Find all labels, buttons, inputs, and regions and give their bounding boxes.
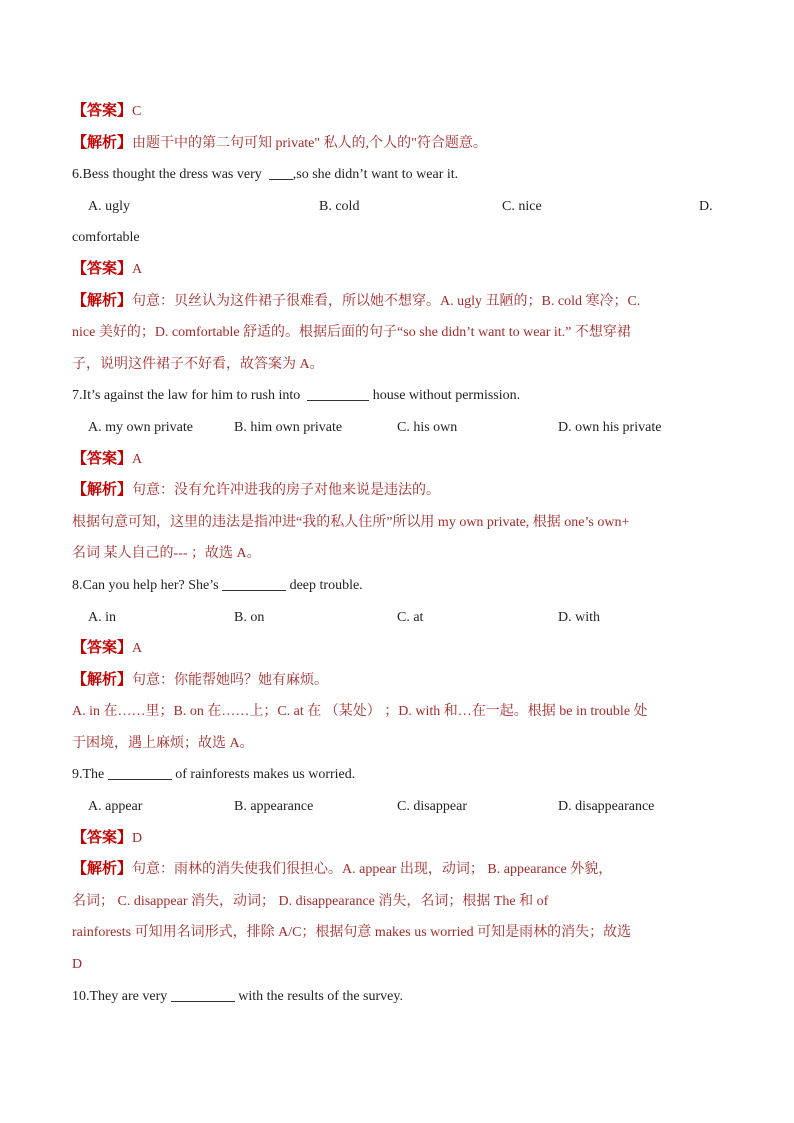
answer-blank [269,165,293,180]
analysis-tag: 【解析】 [72,134,133,151]
option-b: B. him own private [234,419,343,435]
answer-tag: 【答案】 [72,829,133,846]
analysis-line [72,854,717,886]
option-d: D. own his private [558,419,662,435]
answer-value: C [132,104,142,119]
option-a: A. in [88,609,116,625]
analysis-line [72,665,717,697]
analysis-text: 句意：没有允许冲进我的房子对他来说是违法的。 [132,483,441,499]
analysis-tag: 【解析】 [72,292,133,309]
analysis-text: D [72,957,83,973]
option-d: D. disappearance [558,799,655,815]
answer-line [72,444,717,476]
option-c: C. his own [397,419,458,435]
answer-line [72,254,717,286]
answer-value: D [132,830,143,846]
analysis-tag: 【解析】 [72,861,133,878]
analysis-text: 名词 某人自己的--- ；故选 A。 [72,546,261,562]
option-d-continued: comfortable [72,230,140,246]
answer-value: A [132,451,143,467]
analysis-text: 句意：贝丝认为这件裙子很难看，所以她不想穿。A. ugly 丑陋的；B. cold 寒冷；C. [132,293,641,309]
option-a: A. my own private [88,419,193,435]
analysis-line [72,475,717,507]
analysis-text: 名词； C. disappear 消失，动词； D. disappearance 消失，名词；根据 The 和 of [72,893,549,909]
answer-value: A [132,641,143,657]
answer-value: A [132,261,143,277]
analysis-text: 子，说明这件裙子不好看，故答案为 A。 [72,356,324,372]
analysis-text: rainforests 可知用名词形式，排除 A/C；根据句意 makes us worried 可知是雨林的消失；故选 [72,925,632,941]
analysis-line [72,286,717,318]
answer-tag: 【答案】 [72,450,133,467]
analysis-text: 句意：你能帮她吗？她有麻烦。 [132,672,329,688]
answer-tag: 【答案】 [72,640,133,657]
question-9-stem: 9.The of rainforests makes us worried. [72,767,356,783]
option-c: C. nice [502,198,542,214]
analysis-text: 句意：雨林的消失使我们很担心。A. appear 出现，动词； B. appearance 外貌， [132,862,613,878]
question-6-options [72,191,717,223]
analysis-text: 于困境，遇上麻烦；故选 A。 [72,735,254,751]
analysis-text: 根据句意可知，这里的违法是指冲进“我的私人住所”所以用 my own private, 根据 one’s own+ [72,514,630,530]
question-10-stem: 10.They are very with the results of the survey. [72,988,403,1004]
answer-blank [108,765,172,780]
question-8-stem: 8.Can you help her? She’s deep trouble. [72,577,363,593]
answer-line [72,823,717,855]
option-a: A. appear [88,799,143,815]
answer-line [72,633,717,665]
analysis-text: A. in 在……里；B. on 在……上；C. at 在 （某处） ；D. with 和…在一起。根据 be in trouble 处 [72,704,648,720]
option-b: B. appearance [234,799,314,815]
answer-blank [307,386,369,401]
answer-line [72,96,717,128]
question-8-options [72,602,717,634]
option-d: D. [699,198,713,214]
analysis-tag: 【解析】 [72,482,133,499]
option-a: A. ugly [88,198,130,214]
answer-blank [222,576,286,591]
option-d: D. with [558,609,600,625]
analysis-text: 由题干中的第二句可知 private" 私人的,个人的"符合题意。 [132,135,487,151]
question-6-stem: 6.Bess thought the dress was very ,so she didn’t want to wear it. [72,167,459,183]
answer-tag: 【答案】 [72,260,133,277]
question-7-options [72,412,717,444]
option-b: B. cold [319,198,360,214]
question-7-stem: 7.It’s against the law for him to rush into house without permission. [72,388,521,404]
document-page [72,96,717,1012]
question-9-options [72,791,717,823]
analysis-text: nice 美好的；D. comfortable 舒适的。根据后面的句子“so she didn’t want to wear it.” 不想穿裙 [72,325,631,341]
answer-blank [171,987,235,1002]
option-c: C. disappear [397,799,467,815]
answer-tag: 【答案】 [72,103,133,119]
analysis-line [72,128,717,160]
option-c: C. at [397,609,424,625]
analysis-tag: 【解析】 [72,671,133,688]
option-b: B. on [234,609,265,625]
